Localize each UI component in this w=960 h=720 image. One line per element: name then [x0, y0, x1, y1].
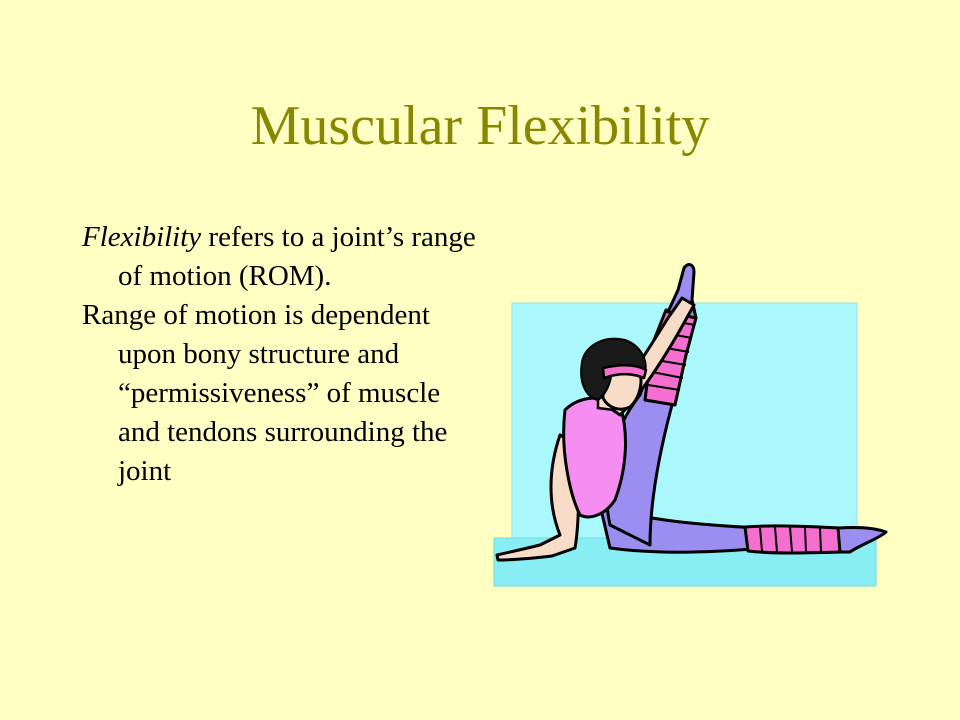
slide-title: Muscular Flexibility: [250, 95, 710, 157]
paragraph-range-of-motion: Range of motion is dependent upon bony structure and “permissiveness” of muscle and tendons surrounding the joint: [82, 299, 448, 487]
emphasis-term: Flexibility: [82, 221, 202, 253]
paragraph-text: refers to a joint’s range of motion (ROM).: [118, 221, 476, 292]
leotard-torso: [564, 398, 626, 517]
